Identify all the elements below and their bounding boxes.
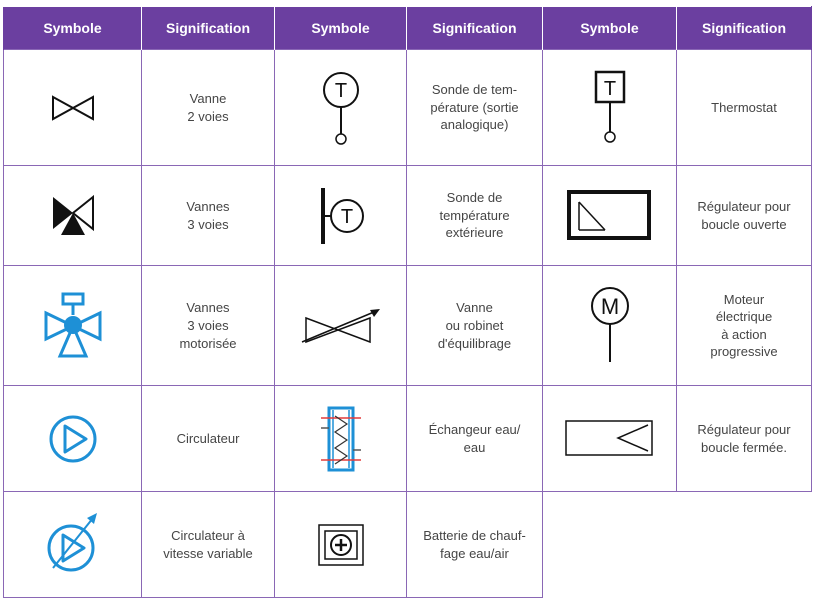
symbol-cell: [4, 266, 142, 386]
header-symbole-1: Symbole: [4, 7, 142, 50]
symbol-cell: [4, 492, 142, 598]
two-way-valve-icon: [43, 93, 103, 123]
table-row: [4, 492, 812, 598]
variable-speed-circulator-icon: [43, 510, 103, 580]
empty-cell: [543, 492, 677, 598]
header-signification-3: Signification: [677, 7, 812, 50]
table-row: [4, 50, 812, 166]
thermostat-icon: [585, 68, 635, 148]
circulator-pump-icon: [45, 411, 101, 467]
symbol-cell: [275, 166, 407, 266]
header-symbole-3: Symbole: [543, 7, 677, 50]
electric-motor-icon: [585, 284, 635, 368]
meaning-cell: Circulateur à vitesse variable: [142, 492, 275, 598]
open-loop-controller-icon: [565, 188, 655, 244]
table-row: [4, 166, 812, 266]
meaning-cell: Batterie de chauf- fage eau/air: [407, 492, 543, 598]
meaning-cell: Vanne 2 voies: [142, 50, 275, 166]
empty-cell: [677, 492, 812, 598]
symbol-cell: [275, 492, 407, 598]
symbol-cell: [4, 166, 142, 266]
symbol-legend-table: [3, 6, 812, 598]
balancing-valve-icon: [296, 306, 386, 346]
symbol-cell: [275, 50, 407, 166]
meaning-cell: Moteur électrique à action progressive: [677, 266, 812, 386]
meaning-cell: Thermostat: [677, 50, 812, 166]
symbol-cell: [4, 50, 142, 166]
motorized-three-way-valve-icon: [38, 291, 108, 361]
svg-text:T: T: [334, 79, 347, 102]
closed-loop-controller-icon: [562, 417, 658, 461]
meaning-cell: Circulateur: [142, 386, 275, 492]
meaning-cell: Échangeur eau/ eau: [407, 386, 543, 492]
meaning-cell: Vannes 3 voies motorisée: [142, 266, 275, 386]
svg-text:M: M: [600, 293, 619, 319]
outdoor-temperature-probe-icon: [311, 184, 371, 248]
symbol-cell: [543, 166, 677, 266]
svg-text:T: T: [603, 77, 616, 100]
header-signification-1: Signification: [142, 7, 275, 50]
table-row: [4, 386, 812, 492]
meaning-cell: Vannes 3 voies: [142, 166, 275, 266]
svg-text:T: T: [340, 205, 353, 228]
header-row: [4, 7, 812, 50]
three-way-valve-icon: [43, 191, 103, 241]
symbol-cell: [275, 266, 407, 386]
meaning-cell: Sonde de tem- pérature (sortie analogique): [407, 50, 543, 166]
symbol-cell: [543, 50, 677, 166]
meaning-cell: Régulateur pour boucle fermée.: [677, 386, 812, 492]
symbol-cell: [4, 386, 142, 492]
water-air-coil-icon: [313, 520, 369, 570]
meaning-cell: Sonde de température extérieure: [407, 166, 543, 266]
symbol-cell: [275, 386, 407, 492]
table-row: [4, 266, 812, 386]
header-signification-2: Signification: [407, 7, 543, 50]
meaning-cell: Vanne ou robinet d'équilibrage: [407, 266, 543, 386]
header-symbole-2: Symbole: [275, 7, 407, 50]
temperature-probe-analog-icon: [316, 68, 366, 148]
symbol-cell: [543, 266, 677, 386]
symbol-cell: [543, 386, 677, 492]
meaning-cell: Régulateur pour boucle ouverte: [677, 166, 812, 266]
water-water-exchanger-icon: [313, 404, 369, 474]
